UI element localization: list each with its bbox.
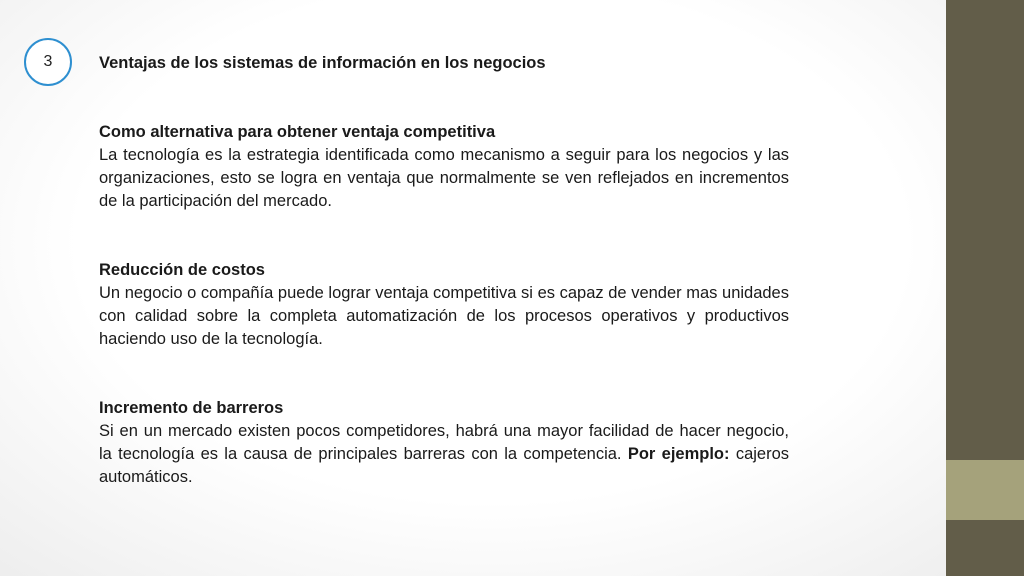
stripe-top-block: [946, 0, 1024, 460]
section-heading: Incremento de barreros: [99, 399, 284, 417]
section-heading: Como alternativa para obtener ventaja competitiva: [99, 123, 496, 141]
decorative-side-stripe: [946, 0, 1024, 576]
example-text: cajeros automáticos.: [99, 445, 790, 486]
stripe-bottom-block: [946, 520, 1024, 576]
section-body: Un negocio o compañía puede lograr ventaja competitiva si es capaz de vender mas unidades con calidad sobre la completa automatización de los procesos operativos y productivos haciendo uso de la tecnología.: [99, 284, 789, 348]
section-body: [99, 420, 789, 489]
slide-number: 3: [43, 53, 53, 70]
stripe-accent-block: [946, 460, 1024, 520]
slide-number-badge: [24, 38, 72, 86]
section-cost-reduction: [99, 259, 789, 351]
slide-title: Ventajas de los sistemas de información en los negocios: [99, 54, 546, 72]
section-competitive-advantage: [99, 121, 789, 213]
section-heading: Reducción de costos: [99, 261, 265, 279]
section-body-text: Si en un mercado existen pocos competidores, habrá una mayor facilidad de hacer negocio, la tecnología es la causa de principales barreras con la competencia.: [99, 422, 789, 463]
section-body: La tecnología es la estrategia identificada como mecanismo a seguir para los negocios y las organizaciones, esto se logra en ventaja que normalmente se ven reflejados en incrementos de la participación del mercado.: [99, 146, 789, 210]
section-barriers: [99, 397, 789, 489]
example-label: Por ejemplo:: [627, 445, 730, 463]
